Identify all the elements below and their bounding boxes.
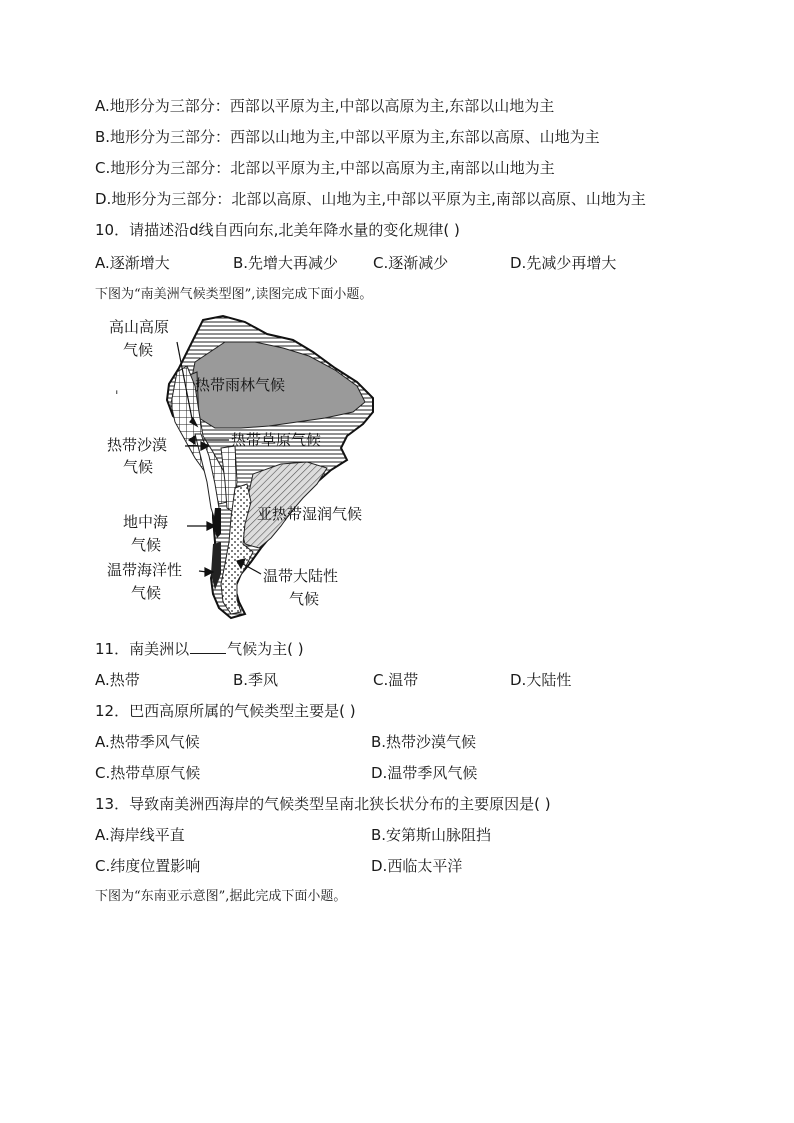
label-oceanic-1: 温带海洋性	[107, 561, 183, 579]
q13-option-b: B.安第斯山脉阻挡	[371, 826, 492, 844]
island-mark: ˌ	[115, 381, 119, 396]
label-desert-1: 热带沙漠	[107, 436, 168, 454]
south-america-climate-map	[95, 312, 395, 624]
q13-stem: 13．导致南美洲西海岸的气候类型呈南北狭长状分布的主要原因是( )	[95, 795, 551, 813]
label-med-1: 地中海	[123, 513, 169, 531]
q9-option-a: A.地形分为三部分：西部以平原为主,中部以高原为主,东部以山地为主	[95, 97, 555, 115]
label-rainforest: 热带雨林气候	[195, 376, 286, 394]
q9-option-b: B.地形分为三部分：西部以山地为主,中部以平原为主,东部以高原、山地为主	[95, 128, 600, 146]
label-subtropical: 亚热带湿润气候	[257, 505, 363, 523]
q12-option-a: A.热带季风气候	[95, 733, 200, 751]
q11-option-b: B.季风	[233, 671, 279, 689]
q9-option-d: D.地形分为三部分：北部以高原、山地为主,中部以平原为主,南部以高原、山地为主	[95, 190, 646, 208]
q9-option-c: C.地形分为三部分：北部以平原为主,中部以高原为主,南部以山地为主	[95, 159, 555, 177]
q13-option-c: C.纬度位置影响	[95, 857, 201, 875]
q10-option-c: C.逐渐减少	[373, 254, 449, 272]
q13-option-d: D.西临太平洋	[371, 857, 463, 875]
label-oceanic-2: 气候	[131, 584, 162, 602]
q11-stem	[95, 639, 304, 659]
label-savanna: 热带草原气候	[231, 431, 322, 449]
q12-option-b: B.热带沙漠气候	[371, 733, 477, 751]
q12-option-c: C.热带草原气候	[95, 764, 201, 782]
q11-stem-after: 气候为主( )	[227, 640, 304, 658]
q11-option-a: A.热带	[95, 671, 140, 689]
label-highland-1: 高山高原	[109, 318, 170, 336]
map-intro-southeast-asia: 下图为“东南亚示意图”,据此完成下面小题。	[95, 889, 347, 904]
q11-stem-before: 11．南美洲以	[95, 640, 190, 658]
q10-option-d: D.先减少再增大	[510, 254, 617, 272]
q11-blank	[190, 639, 226, 654]
q10-option-a: A.逐渐增大	[95, 254, 170, 272]
q10-option-b: B.先增大再减少	[233, 254, 339, 272]
map-intro-south-america: 下图为“南美洲气候类型图”,读图完成下面小题。	[95, 287, 373, 302]
q11-option-c: C.温带	[373, 671, 419, 689]
q12-option-d: D.温带季风气候	[371, 764, 478, 782]
q11-option-d: D.大陆性	[510, 671, 572, 689]
label-continental-1: 温带大陆性	[263, 567, 339, 585]
q12-stem: 12．巴西高原所属的气候类型主要是( )	[95, 702, 356, 720]
label-desert-2: 气候	[123, 458, 154, 476]
label-highland-2: 气候	[123, 341, 154, 359]
label-continental-2: 气候	[289, 590, 320, 608]
q10-stem: 10．请描述沿d线自西向东,北美年降水量的变化规律( )	[95, 221, 460, 239]
q13-option-a: A.海岸线平直	[95, 826, 185, 844]
label-med-2: 气候	[131, 536, 162, 554]
